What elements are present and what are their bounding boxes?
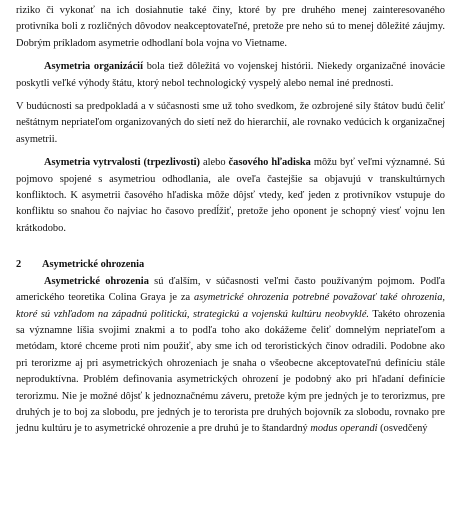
paragraph-asymmetric-threats [16, 274, 445, 438]
paragraph-text: (osvedčený [377, 423, 428, 435]
paragraph-text: alebo [200, 157, 229, 169]
paragraph-persistence [16, 155, 445, 237]
paragraph-text: môžu byť veľmi významné. Sú pojmovo spojené s asymetriou odhodlania, ale oveľa častejšie sa objavujú v transkultúrnych konfliktoch. K asymetrii časového hľadiska môže dôjsť vtedy, keď jeden z protivníkov vstupuje do konfliktu so snahou čo najviac ho časovo predĺžiť, pretože jeho oponent je schopný viesť vojnu len krátkodobo. [16, 157, 446, 234]
term-persistence: Asymetria vytrvalosti (trpezlivosti) [44, 157, 201, 169]
paragraph-text: Takéto ohrozenia sa významne líšia svojimi znakmi a to podľa toho ako dokážeme čeliť domnelým nepriateľom a metódam, ktoré chceme proti nim použiť, aby sme ich od teroristických činov odradili. Podobne ako pri terorizme aj pri asymetrických ohrozeniach je snaha o všeobecne akceptovateľnú definíciu stále neproduktívna. Problém definovania asymetrických ohrození je podobný ako pri hľadaní definície terorizmu. Nie je možné dôjsť k jednoznačnému záveru, pretože kým pre jedných je to terorizmus, pre druhých je to boj za slobodu, pre jedných je to terorista pre druhých bojovník za slobodu, rovnako pre jednu kultúru je to asymetrické ohrozenie a pre druhú je to štandardný [16, 308, 445, 435]
paragraph-text: sú ďalším, v súčasnosti veľmi často používaným pojmom. Podľa amerického teoretika Colina Graya je za [16, 275, 446, 304]
term-organizations: Asymetria organizácií [44, 61, 143, 73]
definition-quote: asymetrické ohrozenia potrebné považovať také ohrozenia, ktoré sú vzhľadom na západnú politickú, strategickú a vojenskú kultúru neobvyklé. [16, 292, 445, 320]
paragraph-text: bola tiež dôležitá vo vojenskej histórii. Niekedy organizačné inovácie poskytli veľké výhody štátu, ktorý nebol technologický vyspelý alebo nemal iné prednosti. [16, 61, 445, 89]
term-asymmetric-threats: Asymetrické ohrozenia [44, 275, 149, 287]
modus-operandi: modus operandi [310, 423, 378, 435]
paragraph-networks: V budúcnosti sa predpokladá a v súčasnosti sme už toho svedkom, že ozbrojené sily štátov budú čeliť neštátnym nepriateľom organizovaných do sietí než do hierarchií, ale rovnako vedúcich k organizačnej asymetrii. [16, 101, 445, 145]
section-number: 2 [16, 259, 22, 271]
term-time-aspect: časového hľadiska [228, 157, 311, 169]
section-heading [16, 257, 445, 273]
paragraph-vietnam: riziko či vykonať na ich dosiahnutie také činy, ktoré by pre druhého menej zainteresovaného protivníka boli z rozličných dôvodov neakceptovateľné, pretože pre neho sú to menej dôležité záujmy. Dobrým príkladom asymetrie odhodlaní bola vojna vo Vietname. [16, 5, 445, 49]
section-title: Asymetrické ohrozenia [42, 259, 145, 271]
paragraph-organizations [16, 59, 445, 92]
